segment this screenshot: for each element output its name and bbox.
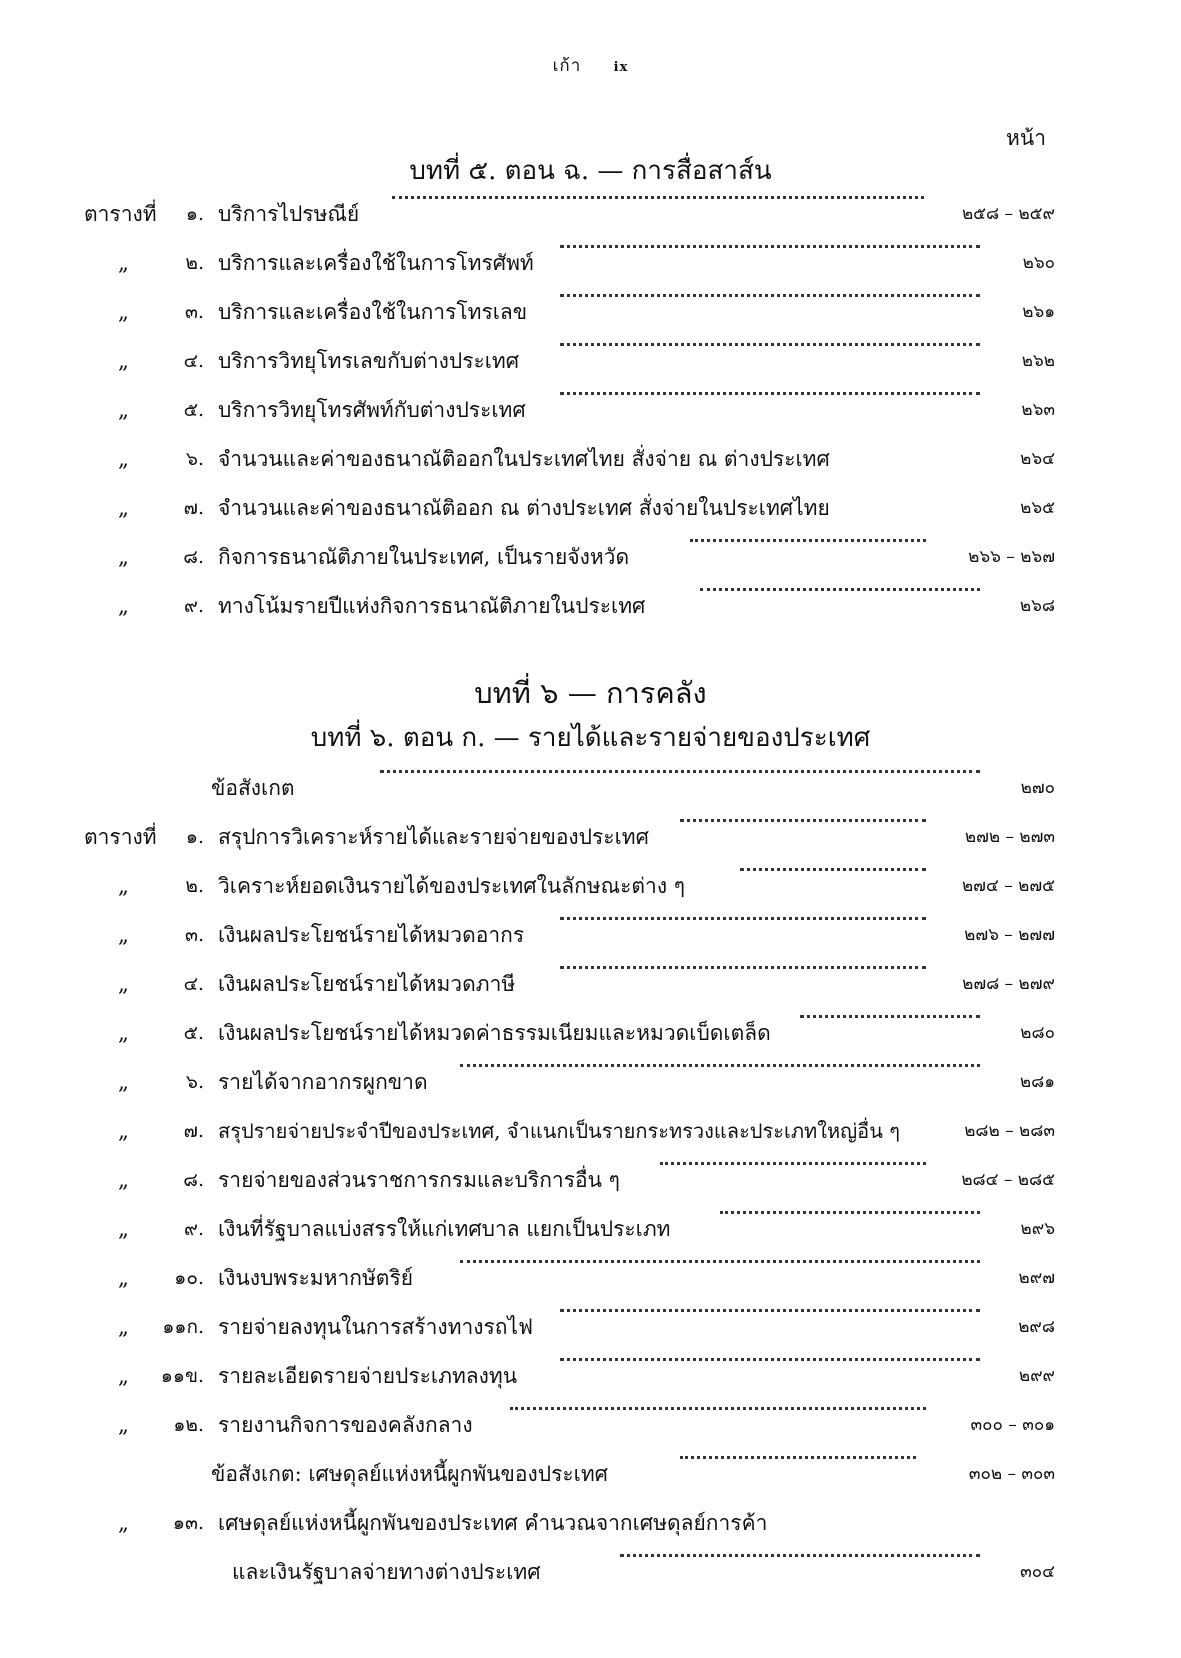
row-number: ๑.: [185, 203, 204, 225]
ditto-mark: „: [118, 594, 129, 618]
row-page: ๒๘๐: [1020, 1023, 1055, 1043]
row-number: ๔.: [183, 973, 204, 995]
toc-row: [0, 1309, 1181, 1345]
row-label: ตารางที่: [84, 202, 157, 226]
toc-row: [0, 1211, 1181, 1247]
ditto-mark: „: [118, 874, 129, 898]
row-title: เงินผลประโยชน์รายได้หมวดค่าธรรมเนียมและหมวดเบ็ดเตล็ด: [218, 1021, 771, 1045]
row-number: ๘.: [183, 546, 204, 568]
row-title: ข้อสังเกต: เศษดุลย์แห่งหนี้ผูกพันของประเทศ: [211, 1462, 608, 1486]
row-title: บริการและเครื่องใช้ในการโทรเลข: [218, 300, 528, 324]
row-page: ๒๘๑: [1019, 1072, 1055, 1092]
row-page: ๒๙๘: [1018, 1317, 1055, 1337]
dot-leader: [560, 1358, 980, 1361]
row-title: รายจ่ายของส่วนราชการกรมและบริการอื่น ๆ: [218, 1168, 620, 1192]
dot-leader: [560, 294, 980, 297]
dot-leader: [720, 1211, 980, 1214]
dot-leader: [560, 392, 980, 395]
row-number: ๗.: [183, 1120, 204, 1142]
toc-row: [0, 1064, 1181, 1100]
toc-row-continuation: [0, 1554, 1181, 1590]
row-number: ๓.: [184, 924, 204, 946]
row-title: เงินผลประโยชน์รายได้หมวดภาษี: [218, 972, 516, 996]
ditto-mark: „: [118, 1413, 129, 1437]
row-number: ๖.: [185, 448, 204, 470]
row-title: บริการวิทยุโทรศัพท์กับต่างประเทศ: [218, 398, 526, 422]
running-header: [0, 52, 1181, 79]
row-number: ๒.: [185, 875, 204, 897]
dot-leader: [680, 819, 926, 822]
row-page: ๒๖๘: [1019, 596, 1055, 616]
row-title: เงินผลประโยชน์รายได้หมวดอากร: [218, 923, 525, 947]
ditto-mark: „: [118, 300, 129, 324]
ditto-mark: „: [118, 1021, 129, 1045]
row-page: ๒๖๖ – ๒๖๗: [968, 547, 1055, 567]
row-title: วิเคราะห์ยอดเงินรายได้ของประเทศในลักษณะต่าง ๆ: [218, 874, 686, 898]
toc-row: [0, 539, 1181, 575]
ditto-mark: „: [118, 1364, 129, 1388]
dot-leader: [460, 1260, 980, 1263]
ditto-mark: „: [118, 251, 129, 275]
dot-leader: [460, 1064, 980, 1067]
row-page: ๒๗๔ – ๒๗๕: [961, 876, 1055, 896]
toc-row-intro-note: [0, 770, 1181, 806]
dot-leader: [560, 917, 926, 920]
row-number: ๒.: [185, 252, 204, 274]
toc-row: [0, 966, 1181, 1002]
row-page: ๓๐๒ – ๓๐๓: [968, 1464, 1055, 1484]
row-page: ๒๕๘ – ๒๕๙: [961, 204, 1055, 224]
ditto-mark: „: [118, 972, 129, 996]
row-page: ๒๙๗: [1018, 1268, 1055, 1288]
row-page: ๒๖๑: [1022, 302, 1055, 322]
row-title: เงินที่รัฐบาลแบ่งสรรให้แก่เทศบาล แยกเป็นประเภท: [218, 1217, 671, 1241]
row-title: ข้อสังเกต: [211, 776, 295, 800]
toc-row: [0, 1505, 1181, 1541]
ditto-mark: „: [118, 1511, 129, 1535]
row-title: รายละเอียดรายจ่ายประเภทลงทุน: [218, 1364, 518, 1388]
row-page: ๒๘๔ – ๒๘๕: [961, 1170, 1055, 1190]
row-number: ๙.: [184, 595, 204, 617]
row-page: ๒๘๒ – ๒๘๓: [964, 1121, 1055, 1141]
row-number: ๑.: [185, 826, 204, 848]
row-number: ๕.: [183, 399, 204, 421]
row-title: รายได้จากอากรผูกขาด: [218, 1070, 428, 1094]
row-page: ๒๖๕: [1020, 498, 1055, 518]
row-number: ๘.: [183, 1169, 204, 1191]
row-title: รายงานกิจการของคลังกลาง: [218, 1413, 473, 1437]
row-label: ตารางที่: [84, 825, 157, 849]
ditto-mark: „: [118, 398, 129, 422]
row-number: ๑๒.: [173, 1414, 204, 1436]
ditto-mark: „: [118, 1070, 129, 1094]
toc-row: [0, 1162, 1181, 1198]
toc-row: [0, 490, 1181, 526]
toc-row: [0, 1358, 1181, 1394]
row-page: ๓๐๐ – ๓๐๑: [970, 1415, 1055, 1435]
header-title: เก้า: [552, 56, 582, 76]
toc-row: [0, 294, 1181, 330]
row-page: ๒๗๐: [1020, 778, 1055, 798]
dot-leader: [380, 770, 980, 773]
dot-leader: [560, 245, 980, 248]
row-title: ทางโน้มรายปีแห่งกิจการธนาณัติภายในประเทศ: [218, 594, 646, 618]
ditto-mark: „: [118, 496, 129, 520]
row-page: ๒๖๓: [1021, 400, 1055, 420]
row-page: ๒๗๒ – ๒๗๓: [964, 827, 1055, 847]
toc-row-debt-note: [0, 1456, 1181, 1492]
row-page: ๒๖๒: [1021, 351, 1055, 371]
row-number: ๙.: [184, 1218, 204, 1240]
dot-leader: [392, 196, 924, 199]
toc-row: [0, 441, 1181, 477]
ditto-mark: „: [118, 1217, 129, 1241]
ditto-mark: „: [118, 1266, 129, 1290]
row-page: ๒๙๙: [1018, 1366, 1055, 1386]
row-number: ๕.: [183, 1022, 204, 1044]
toc-row: [0, 1260, 1181, 1296]
header-page-number: ix: [613, 60, 629, 75]
row-number: ๑๑ข.: [160, 1365, 204, 1387]
toc-row: [0, 917, 1181, 953]
toc-row: [0, 245, 1181, 281]
row-number: ๑๑ก.: [162, 1316, 204, 1338]
toc-row: [0, 1407, 1181, 1443]
dot-leader: [620, 1554, 980, 1557]
row-page: ๓๐๔: [1020, 1562, 1055, 1582]
row-title: กิจการธนาณัติภายในประเทศ, เป็นรายจังหวัด: [218, 545, 630, 569]
section-heading-5f: บทที่ ๕. ตอน ฉ. — การสื่อสาส์น: [409, 156, 772, 186]
row-number: ๔.: [183, 350, 204, 372]
dot-leader: [510, 1407, 926, 1410]
toc-row: [0, 1015, 1181, 1051]
row-title: เศษดุลย์แห่งหนี้ผูกพันของประเทศ คำนวณจากเศษดุลย์การค้า: [218, 1511, 768, 1535]
row-title: สรุปการวิเคราะห์รายได้และรายจ่ายของประเทศ: [218, 825, 649, 849]
ditto-mark: „: [118, 923, 129, 947]
chapter-heading-6: บทที่ ๖ — การคลัง: [474, 676, 707, 710]
ditto-mark: „: [118, 447, 129, 471]
row-number: ๑๓.: [172, 1512, 204, 1534]
row-page: ๒๗๘ – ๒๗๙: [962, 974, 1055, 994]
row-number: ๖.: [185, 1071, 204, 1093]
row-title: รายจ่ายลงทุนในการสร้างทางรถไฟ: [218, 1315, 533, 1339]
ditto-mark: „: [118, 1119, 129, 1143]
toc-row: [0, 588, 1181, 624]
row-title: จำนวนและค่าของธนาณัติออกในประเทศไทย สั่งจ่าย ณ ต่างประเทศ: [218, 447, 830, 471]
toc-row: [0, 392, 1181, 428]
dot-leader: [560, 343, 980, 346]
row-page: ๒๗๖ – ๒๗๗: [964, 925, 1055, 945]
dot-leader: [690, 539, 926, 542]
row-number: ๗.: [183, 497, 204, 519]
dot-leader: [660, 1162, 926, 1165]
row-page: ๒๖๐: [1022, 253, 1055, 273]
row-title: สรุปรายจ่ายประจำปีของประเทศ, จำแนกเป็นรายกระทรวงและประเภทใหญ่อื่น ๆ: [218, 1119, 900, 1143]
row-title: จำนวนและค่าของธนาณัติออก ณ ต่างประเทศ สั่งจ่ายในประเทศไทย: [218, 496, 830, 520]
row-title: บริการไปรษณีย์: [218, 202, 360, 226]
row-page: ๒๙๖: [1020, 1219, 1055, 1239]
ditto-mark: „: [118, 1168, 129, 1192]
ditto-mark: „: [118, 545, 129, 569]
row-title: เงินงบพระมหากษัตริย์: [218, 1266, 414, 1290]
row-number: ๓.: [184, 301, 204, 323]
page-column-label: หน้า: [1006, 126, 1046, 150]
toc-row: [0, 819, 1181, 855]
ditto-mark: „: [118, 349, 129, 373]
dot-leader: [740, 868, 926, 871]
row-title: บริการและเครื่องใช้ในการโทรศัพท์: [218, 251, 534, 275]
toc-row: [0, 343, 1181, 379]
dot-leader: [800, 1015, 980, 1018]
section-heading-6a: บทที่ ๖. ตอน ก. — รายได้และรายจ่ายของประเทศ: [310, 723, 871, 753]
row-title-continuation: และเงินรัฐบาลจ่ายทางต่างประเทศ: [232, 1560, 541, 1584]
dot-leader: [680, 1456, 916, 1459]
row-page: ๒๖๔: [1020, 449, 1055, 469]
dot-leader: [560, 966, 926, 969]
toc-row: [0, 1113, 1181, 1149]
dot-leader: [560, 1309, 980, 1312]
row-title: บริการวิทยุโทรเลขกับต่างประเทศ: [218, 349, 520, 373]
toc-row: [0, 868, 1181, 904]
toc-row: [0, 196, 1181, 232]
dot-leader: [700, 588, 980, 591]
ditto-mark: „: [118, 1315, 129, 1339]
row-number: ๑๐.: [174, 1267, 204, 1289]
